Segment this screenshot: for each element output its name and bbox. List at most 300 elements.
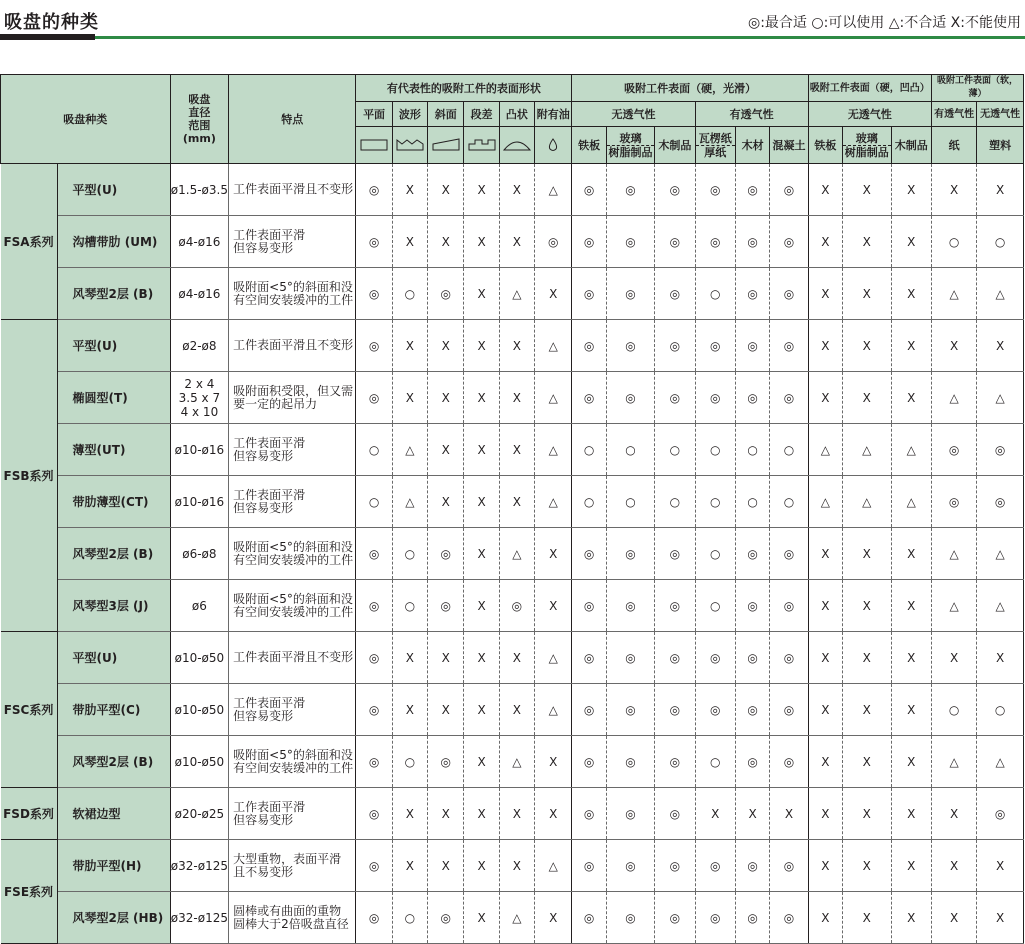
suitability-mark: X [808, 164, 842, 216]
suitability-mark: X [499, 632, 534, 684]
suitability-mark: X [891, 268, 931, 320]
cup-diameter: ø10-ø16 [170, 424, 229, 476]
header-shape-convex: 凸状 [499, 102, 534, 127]
cup-diameter: 2 x 4 3.5 x 7 4 x 10 [170, 372, 229, 424]
cup-feature: 大型重物，表面平滑 且不易变形 [229, 840, 356, 892]
suitability-mark: X [428, 164, 464, 216]
title-rule-accent [0, 34, 95, 40]
header-mat-wood: 木制品 [655, 127, 695, 164]
suitability-mark: △ [808, 476, 842, 528]
suitability-mark: ◎ [428, 892, 464, 944]
suitability-mark: X [931, 320, 976, 372]
cup-type: 风琴型3层 (J) [57, 580, 170, 632]
suitability-mark: X [843, 268, 891, 320]
suitability-mark: X [891, 840, 931, 892]
suitability-mark: X [428, 476, 464, 528]
suitability-mark: X [808, 320, 842, 372]
suitability-mark: X [392, 684, 427, 736]
suitability-mark: ◎ [735, 268, 769, 320]
header-mat-timber: 木材 [735, 127, 769, 164]
suitability-mark: X [891, 528, 931, 580]
cup-diameter: ø2-ø8 [170, 320, 229, 372]
suitability-mark: ◎ [770, 268, 808, 320]
suitability-mark: ◎ [356, 372, 392, 424]
suitability-mark: ○ [606, 424, 654, 476]
cup-diameter: ø10-ø50 [170, 684, 229, 736]
suitability-mark: X [464, 528, 499, 580]
cup-feature: 工件表面平滑且不变形 [229, 632, 356, 684]
suitability-mark: △ [535, 840, 572, 892]
cup-feature: 工件表面平滑 但容易变形 [229, 216, 356, 268]
suitability-mark: △ [931, 268, 976, 320]
suitability-mark: ◎ [606, 788, 654, 840]
header-mat-iron-2: 铁板 [808, 127, 842, 164]
suitability-mark: ◎ [931, 424, 976, 476]
suitability-mark: X [464, 268, 499, 320]
suitability-mark: ○ [655, 424, 695, 476]
suitability-mark: △ [535, 424, 572, 476]
suitability-mark: ○ [735, 424, 769, 476]
suitability-mark: △ [535, 164, 572, 216]
suitability-mark: ◎ [770, 840, 808, 892]
suitability-mark: ◎ [606, 528, 654, 580]
suitability-mark: ◎ [606, 320, 654, 372]
suitability-mark: ○ [977, 216, 1024, 268]
suitability-mark: △ [499, 892, 534, 944]
suitability-mark: X [843, 840, 891, 892]
suitability-mark: ◎ [606, 164, 654, 216]
table-row [1, 684, 1024, 736]
suitability-mark: ◎ [572, 216, 606, 268]
suitability-mark: ◎ [606, 372, 654, 424]
suitability-mark: ◎ [572, 164, 606, 216]
suitability-mark: X [392, 216, 427, 268]
suitability-mark: ◎ [770, 580, 808, 632]
suitability-mark: ○ [931, 216, 976, 268]
suitability-mark: △ [535, 476, 572, 528]
suitability-mark: △ [499, 268, 534, 320]
header-no-air-soft: 无透气性 [977, 102, 1024, 127]
suitability-mark: △ [977, 528, 1024, 580]
suitability-mark: ○ [392, 580, 427, 632]
suitability-mark: ○ [695, 580, 735, 632]
suitability-mark: X [535, 580, 572, 632]
suction-cup-table [0, 74, 1024, 944]
suitability-mark: X [843, 164, 891, 216]
suitability-mark: ◎ [356, 684, 392, 736]
cup-diameter: ø32-ø125 [170, 892, 229, 944]
table-row [1, 736, 1024, 788]
series-label: FSC系列 [1, 632, 58, 788]
cup-diameter: ø20-ø25 [170, 788, 229, 840]
suitability-mark: X [843, 216, 891, 268]
suitability-mark: ◎ [655, 580, 695, 632]
table-row [1, 632, 1024, 684]
step-surface-icon [464, 127, 499, 164]
suitability-mark: ◎ [428, 736, 464, 788]
suitability-mark: △ [843, 424, 891, 476]
suitability-mark: X [891, 684, 931, 736]
header-group-rough: 吸附工件表面（硬，凹凸） [808, 75, 931, 102]
suitability-mark: X [931, 892, 976, 944]
header-group-shape: 有代表性的吸附工件的表面形状 [356, 75, 572, 102]
suitability-mark: ○ [770, 476, 808, 528]
suitability-mark: ◎ [735, 580, 769, 632]
suitability-mark: ◎ [356, 164, 392, 216]
suitability-mark: X [977, 632, 1024, 684]
suitability-mark: X [499, 840, 534, 892]
title-rule [0, 36, 1025, 39]
table-row [1, 528, 1024, 580]
suitability-mark: ◎ [428, 268, 464, 320]
suitability-mark: X [428, 320, 464, 372]
suitability-mark: △ [392, 424, 427, 476]
suitability-mark: ◎ [770, 736, 808, 788]
cup-type: 带肋薄型(CT) [57, 476, 170, 528]
suitability-mark: ◎ [606, 632, 654, 684]
suitability-mark: ○ [695, 268, 735, 320]
suitability-mark: X [843, 320, 891, 372]
suitability-mark: ◎ [977, 476, 1024, 528]
suitability-mark: ◎ [655, 684, 695, 736]
suitability-mark: X [392, 840, 427, 892]
suitability-mark: X [464, 164, 499, 216]
suitability-mark: X [977, 840, 1024, 892]
suitability-mark: X [931, 840, 976, 892]
series-label: FSD系列 [1, 788, 58, 840]
oil-drop-icon [535, 127, 572, 164]
suitability-mark: X [843, 736, 891, 788]
suitability-mark: X [735, 788, 769, 840]
suitability-mark: ◎ [606, 684, 654, 736]
header-mat-wood-2: 木制品 [891, 127, 931, 164]
suitability-mark: ◎ [572, 528, 606, 580]
suitability-mark: ○ [606, 476, 654, 528]
suitability-mark: X [392, 320, 427, 372]
suitability-mark: △ [977, 736, 1024, 788]
suitability-mark: ○ [392, 268, 427, 320]
table-row [1, 788, 1024, 840]
cup-feature: 吸附面<5°的斜面和没 有空间安装缓冲的工件 [229, 736, 356, 788]
suitability-mark: ○ [392, 736, 427, 788]
suitability-mark: ○ [392, 892, 427, 944]
suitability-mark: ◎ [735, 632, 769, 684]
suitability-mark: X [808, 528, 842, 580]
suitability-mark: X [808, 268, 842, 320]
suitability-mark: ◎ [428, 528, 464, 580]
suitability-mark: X [392, 788, 427, 840]
header-shape-flat: 平面 [356, 102, 392, 127]
suitability-mark: ◎ [655, 632, 695, 684]
cup-type: 沟槽带肋 (UM) [57, 216, 170, 268]
table-body [1, 164, 1024, 944]
cup-feature: 工件表面平滑 但容易变形 [229, 684, 356, 736]
suitability-mark: ◎ [606, 580, 654, 632]
suitability-mark: ◎ [770, 684, 808, 736]
suitability-mark: X [891, 164, 931, 216]
header-no-air-rough: 无透气性 [808, 102, 931, 127]
header-shape-slope: 斜面 [428, 102, 464, 127]
suitability-mark: ◎ [770, 528, 808, 580]
suitability-mark: ◎ [655, 268, 695, 320]
suitability-mark: ◎ [977, 424, 1024, 476]
suitability-mark: X [808, 580, 842, 632]
cup-type: 风琴型2层 (B) [57, 268, 170, 320]
table-row [1, 580, 1024, 632]
suitability-mark: X [843, 580, 891, 632]
table-row [1, 268, 1024, 320]
suitability-mark: ○ [931, 684, 976, 736]
suitability-mark: X [808, 840, 842, 892]
cup-diameter: ø4-ø16 [170, 268, 229, 320]
suitability-mark: ○ [695, 476, 735, 528]
suitability-mark: X [428, 632, 464, 684]
suitability-mark: ◎ [735, 164, 769, 216]
convex-surface-icon [499, 127, 534, 164]
table-row [1, 424, 1024, 476]
suitability-mark: X [843, 684, 891, 736]
suitability-mark: ◎ [572, 580, 606, 632]
suitability-mark: ◎ [735, 216, 769, 268]
suitability-mark: △ [535, 372, 572, 424]
suitability-mark: ◎ [695, 372, 735, 424]
suitability-mark: △ [843, 476, 891, 528]
suitability-mark: X [464, 892, 499, 944]
suitability-mark: X [808, 216, 842, 268]
suitability-mark: X [977, 320, 1024, 372]
suitability-mark: ◎ [695, 684, 735, 736]
suitability-mark: ◎ [356, 736, 392, 788]
suitability-mark: X [464, 424, 499, 476]
cup-feature: 工件表面平滑且不变形 [229, 320, 356, 372]
suitability-mark: X [535, 788, 572, 840]
suitability-mark: △ [931, 736, 976, 788]
header-feature: 特点 [229, 75, 356, 164]
header-diameter: 吸盘 直径 范围 (mm) [170, 75, 229, 164]
suitability-mark: △ [392, 476, 427, 528]
suitability-mark: X [770, 788, 808, 840]
suitability-mark: ◎ [606, 840, 654, 892]
suitability-mark: ◎ [572, 268, 606, 320]
suitability-mark: ◎ [572, 892, 606, 944]
suitability-mark: X [843, 372, 891, 424]
suitability-mark: X [428, 424, 464, 476]
suitability-mark: ◎ [695, 632, 735, 684]
suitability-mark: X [464, 788, 499, 840]
suitability-mark: ○ [572, 476, 606, 528]
suitability-mark: X [891, 788, 931, 840]
suitability-mark: ◎ [770, 320, 808, 372]
suitability-mark: ◎ [735, 528, 769, 580]
suitability-mark: ○ [392, 528, 427, 580]
suitability-mark: X [891, 372, 931, 424]
slope-surface-icon [428, 127, 464, 164]
cup-type: 带肋平型(C) [57, 684, 170, 736]
suitability-mark: ◎ [356, 320, 392, 372]
suitability-mark: X [392, 164, 427, 216]
suitability-mark: ◎ [735, 320, 769, 372]
header-air: 有透气性 [695, 102, 808, 127]
suitability-mark: △ [977, 372, 1024, 424]
suitability-mark: △ [535, 684, 572, 736]
suitability-mark: ◎ [770, 372, 808, 424]
suitability-mark: ◎ [572, 840, 606, 892]
suitability-mark: ◎ [655, 372, 695, 424]
suitability-mark: X [891, 216, 931, 268]
suitability-mark: X [843, 788, 891, 840]
suitability-mark: ◎ [606, 892, 654, 944]
suitability-mark: ◎ [356, 216, 392, 268]
header-group-soft: 吸附工件表面（软，薄） [931, 75, 1023, 102]
suitability-mark: X [499, 216, 534, 268]
header-mat-paper: 纸 [931, 127, 976, 164]
suitability-mark: ◎ [606, 268, 654, 320]
suitability-mark: X [464, 580, 499, 632]
cup-feature: 工件表面平滑 但容易变形 [229, 476, 356, 528]
suitability-mark: X [499, 320, 534, 372]
suitability-mark: X [535, 892, 572, 944]
suitability-mark: ◎ [606, 216, 654, 268]
suitability-mark: X [464, 684, 499, 736]
suitability-mark: ◎ [572, 684, 606, 736]
cup-diameter: ø4-ø16 [170, 216, 229, 268]
table-row [1, 164, 1024, 216]
suitability-mark: ◎ [356, 268, 392, 320]
suitability-mark: △ [977, 268, 1024, 320]
suitability-mark: ○ [695, 736, 735, 788]
suitability-mark: X [891, 632, 931, 684]
suitability-mark: ◎ [356, 788, 392, 840]
suitability-mark: X [977, 164, 1024, 216]
cup-type: 带肋平型(H) [57, 840, 170, 892]
suitability-mark: X [808, 892, 842, 944]
cup-diameter: ø10-ø16 [170, 476, 229, 528]
suitability-mark: ◎ [735, 684, 769, 736]
suitability-mark: ○ [572, 424, 606, 476]
cup-feature: 圆棒或有曲面的重物 圆棒大于2倍吸盘直径 [229, 892, 356, 944]
suitability-mark: ◎ [655, 840, 695, 892]
suitability-mark: X [464, 840, 499, 892]
suitability-mark: △ [931, 580, 976, 632]
suitability-mark: ◎ [572, 736, 606, 788]
header-type: 吸盘种类 [1, 75, 171, 164]
series-label: FSB系列 [1, 320, 58, 632]
suitability-mark: ◎ [655, 788, 695, 840]
suitability-mark: ◎ [572, 320, 606, 372]
cup-feature: 吸附面<5°的斜面和没 有空间安装缓冲的工件 [229, 580, 356, 632]
suitability-mark: ◎ [931, 476, 976, 528]
suitability-mark: X [392, 372, 427, 424]
header-shape-oily: 附有油 [535, 102, 572, 127]
suitability-mark: X [464, 320, 499, 372]
suitability-mark: X [499, 164, 534, 216]
suitability-mark: ◎ [695, 840, 735, 892]
cup-diameter: ø10-ø50 [170, 736, 229, 788]
suitability-mark: ◎ [655, 216, 695, 268]
suitability-mark: ◎ [655, 736, 695, 788]
suitability-mark: X [931, 164, 976, 216]
cup-feature: 工作表面平滑 但容易变形 [229, 788, 356, 840]
suitability-mark: X [843, 528, 891, 580]
cup-diameter: ø6 [170, 580, 229, 632]
suitability-mark: X [977, 892, 1024, 944]
suitability-mark: ◎ [770, 892, 808, 944]
suitability-mark: X [535, 268, 572, 320]
suitability-mark: ◎ [356, 528, 392, 580]
suitability-mark: ◎ [572, 632, 606, 684]
suitability-mark: ◎ [695, 164, 735, 216]
cup-type: 椭圆型(T) [57, 372, 170, 424]
suitability-mark: ○ [770, 424, 808, 476]
suitability-mark: ◎ [356, 632, 392, 684]
suitability-mark: ◎ [655, 892, 695, 944]
suitability-mark: ○ [356, 476, 392, 528]
suitability-mark: X [843, 892, 891, 944]
cup-feature: 吸附面<5°的斜面和没 有空间安装缓冲的工件 [229, 528, 356, 580]
suitability-mark: ◎ [356, 840, 392, 892]
suitability-mark: ○ [735, 476, 769, 528]
suitability-mark: ○ [977, 684, 1024, 736]
cup-type: 风琴型2层 (B) [57, 736, 170, 788]
cup-type: 风琴型2层 (HB) [57, 892, 170, 944]
suitability-mark: X [464, 372, 499, 424]
table-row [1, 216, 1024, 268]
header-mat-glass-resin-2: 玻璃 树脂制品 [843, 127, 891, 164]
suitability-mark: △ [499, 736, 534, 788]
suitability-mark: X [499, 684, 534, 736]
header-shape-wave: 波形 [392, 102, 427, 127]
table-row [1, 320, 1024, 372]
cup-feature: 吸附面积受限，但又需 要一定的起吊力 [229, 372, 356, 424]
cup-diameter: ø6-ø8 [170, 528, 229, 580]
series-label: FSE系列 [1, 840, 58, 944]
header-shape-step: 段差 [464, 102, 499, 127]
suitability-mark: ○ [695, 528, 735, 580]
header-mat-iron: 铁板 [572, 127, 606, 164]
suitability-mark: X [499, 476, 534, 528]
cup-type: 风琴型2层 (B) [57, 528, 170, 580]
cup-type: 平型(U) [57, 320, 170, 372]
suitability-mark: X [499, 788, 534, 840]
header-mat-concrete: 混凝土 [770, 127, 808, 164]
suitability-mark: X [931, 632, 976, 684]
suitability-mark: ○ [695, 424, 735, 476]
suitability-mark: △ [891, 424, 931, 476]
suitability-mark: ◎ [655, 320, 695, 372]
suitability-mark: X [843, 632, 891, 684]
suitability-mark: △ [535, 632, 572, 684]
flat-surface-icon [356, 127, 392, 164]
suitability-mark: X [891, 320, 931, 372]
suitability-mark: X [428, 372, 464, 424]
suitability-mark: X [808, 684, 842, 736]
suitability-mark: X [808, 736, 842, 788]
header-mat-corrugated: 瓦楞纸 厚纸 [695, 127, 735, 164]
suitability-mark: ◎ [770, 632, 808, 684]
page-title: 吸盘的种类 [4, 12, 99, 33]
table-row [1, 892, 1024, 944]
suitability-mark: ◎ [695, 892, 735, 944]
symbol-legend: ◎:最合适 ○:可以使用 △:不合适 X:不能使用 [747, 15, 1021, 31]
suitability-mark: ◎ [695, 216, 735, 268]
cup-type: 平型(U) [57, 164, 170, 216]
suitability-mark: ◎ [770, 216, 808, 268]
suitability-mark: X [891, 580, 931, 632]
cup-type: 薄型(UT) [57, 424, 170, 476]
suitability-mark: ◎ [499, 580, 534, 632]
suitability-mark: X [695, 788, 735, 840]
suitability-mark: X [464, 476, 499, 528]
